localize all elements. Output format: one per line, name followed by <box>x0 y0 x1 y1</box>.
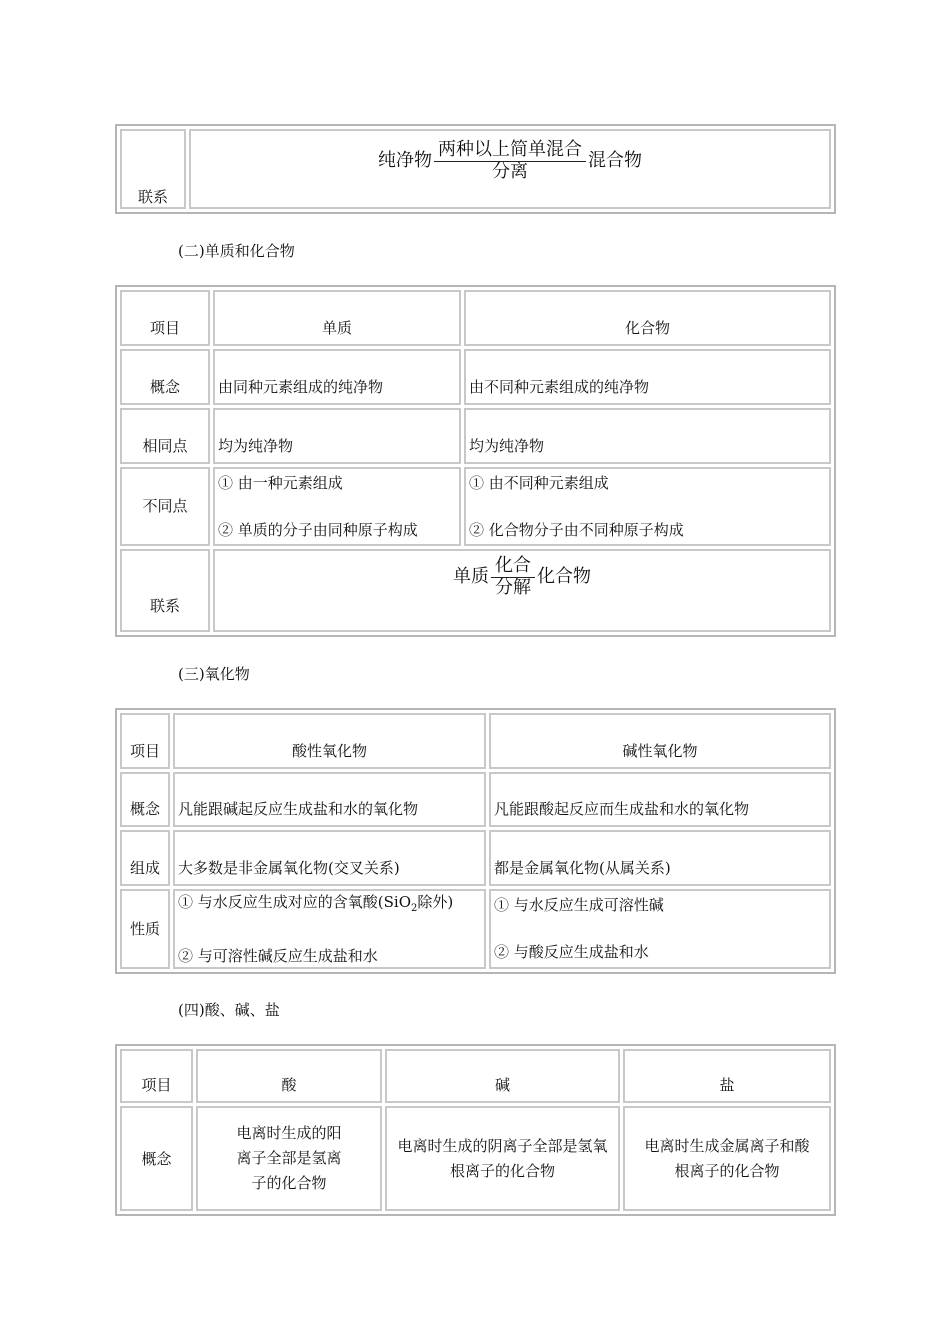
row-label-diff: 不同点 <box>120 467 210 547</box>
header-base: 碱 <box>385 1049 620 1103</box>
acid-concept-line-2: 离子全部是氢离 <box>236 1149 342 1168</box>
table-acid-base-salt <box>115 1044 836 1216</box>
table-element-compound <box>115 285 836 637</box>
acid-concept <box>196 1106 382 1211</box>
relation-2-bottom: 分解 <box>495 577 531 599</box>
relation-arrow <box>434 139 586 182</box>
element-diff-1: ① 由一种元素组成 <box>218 473 343 492</box>
relation-top: 两种以上简单混合 <box>434 139 586 162</box>
relation-equation <box>378 139 642 182</box>
header-acid: 酸 <box>196 1049 382 1103</box>
basic-composition: 都是金属氧化物(从属关系) <box>489 830 831 886</box>
row-label-concept: 概念 <box>120 349 210 405</box>
relation-right: 混合物 <box>588 149 642 171</box>
acidic-property-2: ② 与可溶性碱反应生成盐和水 <box>178 946 378 965</box>
element-concept: 由同种元素组成的纯净物 <box>213 349 461 405</box>
compound-diff-2: ② 化合物分子由不同种原子构成 <box>469 520 684 539</box>
element-same: 均为纯净物 <box>213 408 461 464</box>
row-label-same: 相同点 <box>120 408 210 464</box>
base-concept <box>385 1106 620 1211</box>
salt-concept-line-2: 根离子的化合物 <box>674 1161 780 1180</box>
basic-property-1: ① 与水反应生成可溶性碱 <box>494 896 664 915</box>
header-basic-oxide: 碱性氧化物 <box>489 713 831 769</box>
table-mixture-relation <box>115 124 836 214</box>
relation-2-arrow <box>491 555 535 598</box>
acidic-concept: 凡能跟碱起反应生成盐和水的氧化物 <box>173 772 486 828</box>
acidic-property-1 <box>178 892 481 919</box>
row-label-property: 性质 <box>120 889 170 969</box>
acid-concept-line-1: 电离时生成的阳 <box>236 1124 342 1143</box>
salt-concept-line-1: 电离时生成金属离子和酸 <box>644 1136 810 1155</box>
row-label-relation: 联系 <box>120 129 186 209</box>
header-item-4: 项目 <box>120 1049 193 1103</box>
row-label-concept-4: 概念 <box>120 1106 193 1211</box>
subscript-2: 2 <box>411 902 418 914</box>
compound-same: 均为纯净物 <box>464 408 831 464</box>
element-diff <box>213 467 461 547</box>
row-label-composition: 组成 <box>120 830 170 886</box>
section-heading-3: (三)氧化物 <box>178 665 250 683</box>
salt-concept <box>623 1106 831 1211</box>
acidic-property-1-text: ① 与水反应生成对应的含氧酸(SiO <box>178 892 411 911</box>
acid-concept-line-3: 子的化合物 <box>251 1174 327 1193</box>
relation-left: 纯净物 <box>378 149 432 171</box>
base-concept-line-1: 电离时生成的阴离子全部是氢氧 <box>397 1136 608 1155</box>
relation-cell <box>189 129 831 209</box>
acidic-property-1-suffix: 除外) <box>417 892 454 911</box>
acidic-property <box>173 889 486 969</box>
header-compound: 化合物 <box>464 290 831 346</box>
relation-cell-2 <box>213 549 831 632</box>
acidic-composition: 大多数是非金属氧化物(交叉关系) <box>173 830 486 886</box>
base-concept-line-2: 根离子的化合物 <box>449 1161 555 1180</box>
relation-2-right: 化合物 <box>537 565 591 587</box>
basic-property <box>489 889 831 969</box>
element-diff-2: ② 单质的分子由同种原子构成 <box>218 520 418 539</box>
relation-2-left: 单质 <box>453 565 489 587</box>
basic-concept: 凡能跟酸起反应而生成盐和水的氧化物 <box>489 772 831 828</box>
row-label-relation-2: 联系 <box>120 549 210 632</box>
relation-bottom: 分离 <box>492 161 528 182</box>
header-salt: 盐 <box>623 1049 831 1103</box>
relation-equation-2 <box>453 555 591 598</box>
header-element: 单质 <box>213 290 461 346</box>
basic-property-2: ② 与酸反应生成盐和水 <box>494 943 649 962</box>
compound-concept: 由不同种元素组成的纯净物 <box>464 349 831 405</box>
header-item: 项目 <box>120 290 210 346</box>
row-label-concept-3: 概念 <box>120 772 170 828</box>
compound-diff-1: ① 由不同种元素组成 <box>469 473 609 492</box>
compound-diff <box>464 467 831 547</box>
table-oxides <box>115 708 836 974</box>
section-heading-2: (二)单质和化合物 <box>178 242 295 260</box>
header-item-3: 项目 <box>120 713 170 769</box>
relation-2-top: 化合 <box>491 555 535 578</box>
header-acidic-oxide: 酸性氧化物 <box>173 713 486 769</box>
section-heading-4: (四)酸、碱、盐 <box>178 1001 280 1019</box>
